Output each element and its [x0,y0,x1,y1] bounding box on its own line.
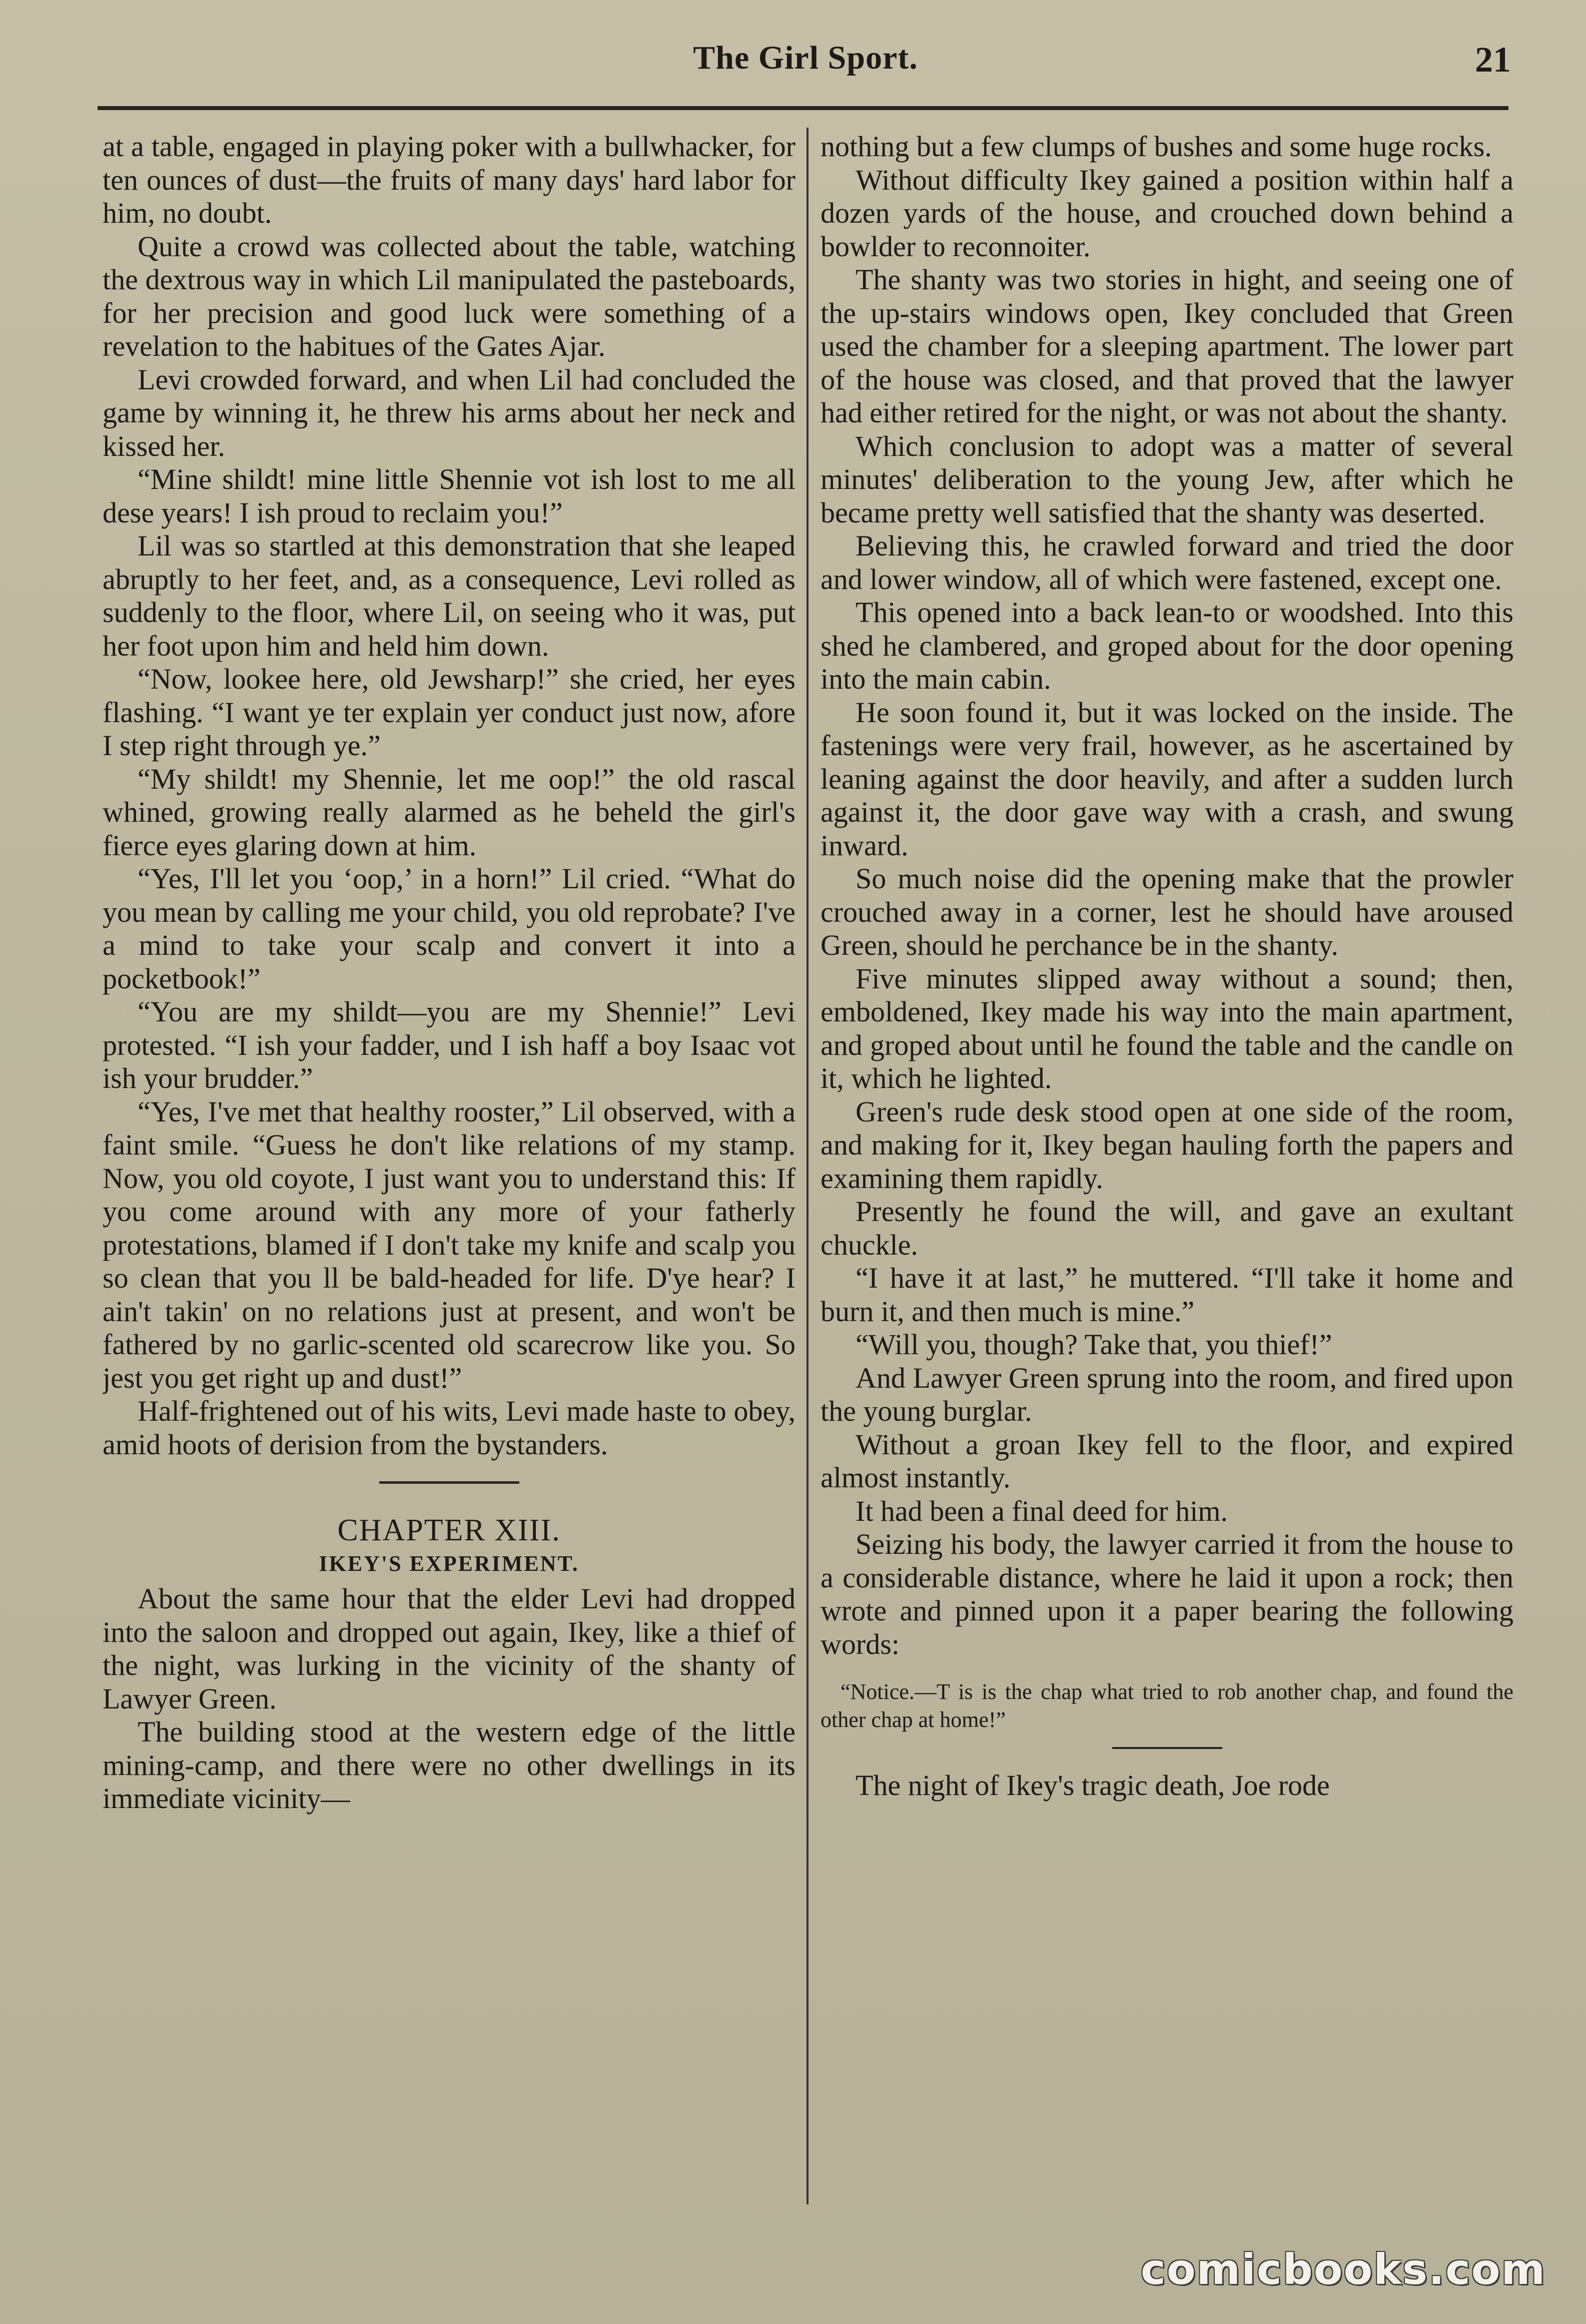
chapter-title: CHAPTER XIII. [337,1513,561,1547]
paragraph: “Now, lookee here, old Jewsharp!” she cried, her eyes flashing. “I want ye ter explain yer conduct just now, afore I step right through ye.” [103,663,796,762]
paragraph: Quite a crowd was collected about the table, watching the dextrous way in which Lil manipulated the pasteboards, for her precision and good luck were something of a revelation to the habitues of the Gates Ajar. [103,230,796,362]
paragraph: “My shildt! my Shennie, let me oop!” the old rascal whined, growing really alarmed as he beheld the girl's fierce eyes glaring down at him. [103,762,796,862]
paragraph: Lil was so startled at this demonstration that she leaped abruptly to her feet, and, as a consequence, Levi rolled as suddenly to the floor, where Lil, on seeing who it was, put her foot upon him and held him down. [103,529,796,662]
chapter-subtitle: IKEY'S EXPERIMENT. [319,1551,579,1576]
paragraph: The shanty was two stories in hight, and seeing one of the up-stairs windows open, Ikey concluded that Green used the chamber for a sleeping apartment. The lower part of the house was closed, and that proved that the lawyer had either retired for the night, or was not about the shanty. [821,263,1513,429]
paragraph: “Yes, I've met that healthy rooster,” Lil observed, with a faint smile. “Guess he don't like relations of my stamp. Now, you old coyote, I just want you to understand this: If you come around with any more of your fatherly protestations, blamed if I don't take my knife and scalp you so clean that you ll be bald-headed for life. D'ye hear? I ain't takin' on no relations just at present, and won't be fathered by no garlic-scented old scarecrow like you. So jest you get right up and dust!” [103,1095,796,1394]
paragraph: About the same hour that the elder Levi had dropped into the saloon and dropped out again, Ikey, like a thief of the night, was lurking in the vicinity of the shanty of Lawyer Green. [103,1582,796,1715]
paragraph: It had been a final deed for him. [856,1494,1228,1527]
paragraph: The building stood at the western edge of the little mining-camp, and there were no other dwellings in its immediate vicinity— [103,1715,796,1815]
paragraph: The night of Ikey's tragic death, Joe rode [856,1769,1330,1802]
paragraph: He soon found it, but it was locked on the inside. The fastenings were very frail, however, as he ascertained by leaning against the door heavily, and after a sudden lurch against it, the door gave way with a crash, and swung inward. [821,696,1513,862]
paragraph: Presently he found the will, and gave an exultant chuckle. [821,1195,1513,1261]
paragraph: “I have it at last,” he muttered. “I'll take it home and burn it, and then much is mine.” [821,1262,1513,1328]
left-column [103,130,796,2202]
chapter-rule [379,1481,519,1484]
paragraph: Levi crowded forward, and when Lil had concluded the game by winning it, he threw his arms about her neck and kissed her. [103,363,796,462]
running-title: The Girl Sport. [693,40,918,76]
paragraph: This opened into a back lean-to or woodshed. Into this shed he clambered, and groped about for the door opening into the main cabin. [821,596,1513,695]
column-divider [807,128,809,2204]
paragraph: Believing this, he crawled forward and tried the door and lower window, all of which were fastened, except one. [821,529,1513,596]
paragraph: Which conclusion to adopt was a matter of several minutes' deliberation to the young Jew, after which he became pretty well satisfied that the shanty was deserted. [821,429,1513,529]
paragraph: nothing but a few clumps of bushes and some huge rocks. [821,130,1492,163]
paragraph: “You are my shildt—you are my Shennie!” Levi protested. “I ish your fadder, und I ish haff a boy Isaac vot ish your brudder.” [103,995,796,1094]
page-number: 21 [1475,40,1511,80]
paragraph: Green's rude desk stood open at one side of the room, and making for it, Ikey began hauling forth the papers and examining them rapidly. [821,1095,1513,1195]
paragraph: Without difficulty Ikey gained a position within half a dozen yards of the house, and crouched down behind a bowlder to reconnoiter. [821,163,1513,263]
page-header [100,39,1511,99]
paragraph: “Mine shildt! mine little Shennie vot ish lost to me all dese years! I ish proud to reclaim you!” [103,463,796,529]
watermark-logo: comicbooks.com [1141,2245,1546,2294]
paragraph: Seizing his body, the lawyer carried it from the house to a considerable distance, where he laid it upon a rock; then wrote and pinned upon it a paper bearing the following words: [821,1528,1513,1660]
notice-rule [1112,1747,1222,1749]
paragraph: “Yes, I'll let you ‘oop,’ in a horn!” Lil cried. “What do you mean by calling me your child, you old reprobate? I've a mind to take your scalp and convert it into a pocketbook!” [103,862,796,995]
paragraph: So much noise did the opening make that the prowler crouched away in a corner, lest he should have aroused Green, should he perchance be in the shanty. [821,862,1513,961]
paragraph: Five minutes slipped away without a sound; then, emboldened, Ikey made his way into the main apartment, and groped about until he found the table and the candle on it, which he lighted. [821,962,1513,1094]
paragraph: at a table, engaged in playing poker with a bullwhacker, for ten ounces of dust—the fruits of many days' hard labor for him, no doubt. [103,130,796,229]
header-rule [98,106,1508,110]
right-column [821,130,1513,2202]
paragraph: “Will you, though? Take that, you thief!” [856,1328,1332,1361]
paragraph: And Lawyer Green sprung into the room, and fired upon the young burglar. [821,1361,1513,1427]
notice-quote: “Notice.—T is is the chap what tried to rob another chap, and found the other chap at home!” [821,1679,1513,1732]
paragraph: Without a groan Ikey fell to the floor, and expired almost instantly. [821,1428,1513,1494]
paragraph: Half-frightened out of his wits, Levi made haste to obey, amid hoots of derision from the bystanders. [103,1395,796,1461]
